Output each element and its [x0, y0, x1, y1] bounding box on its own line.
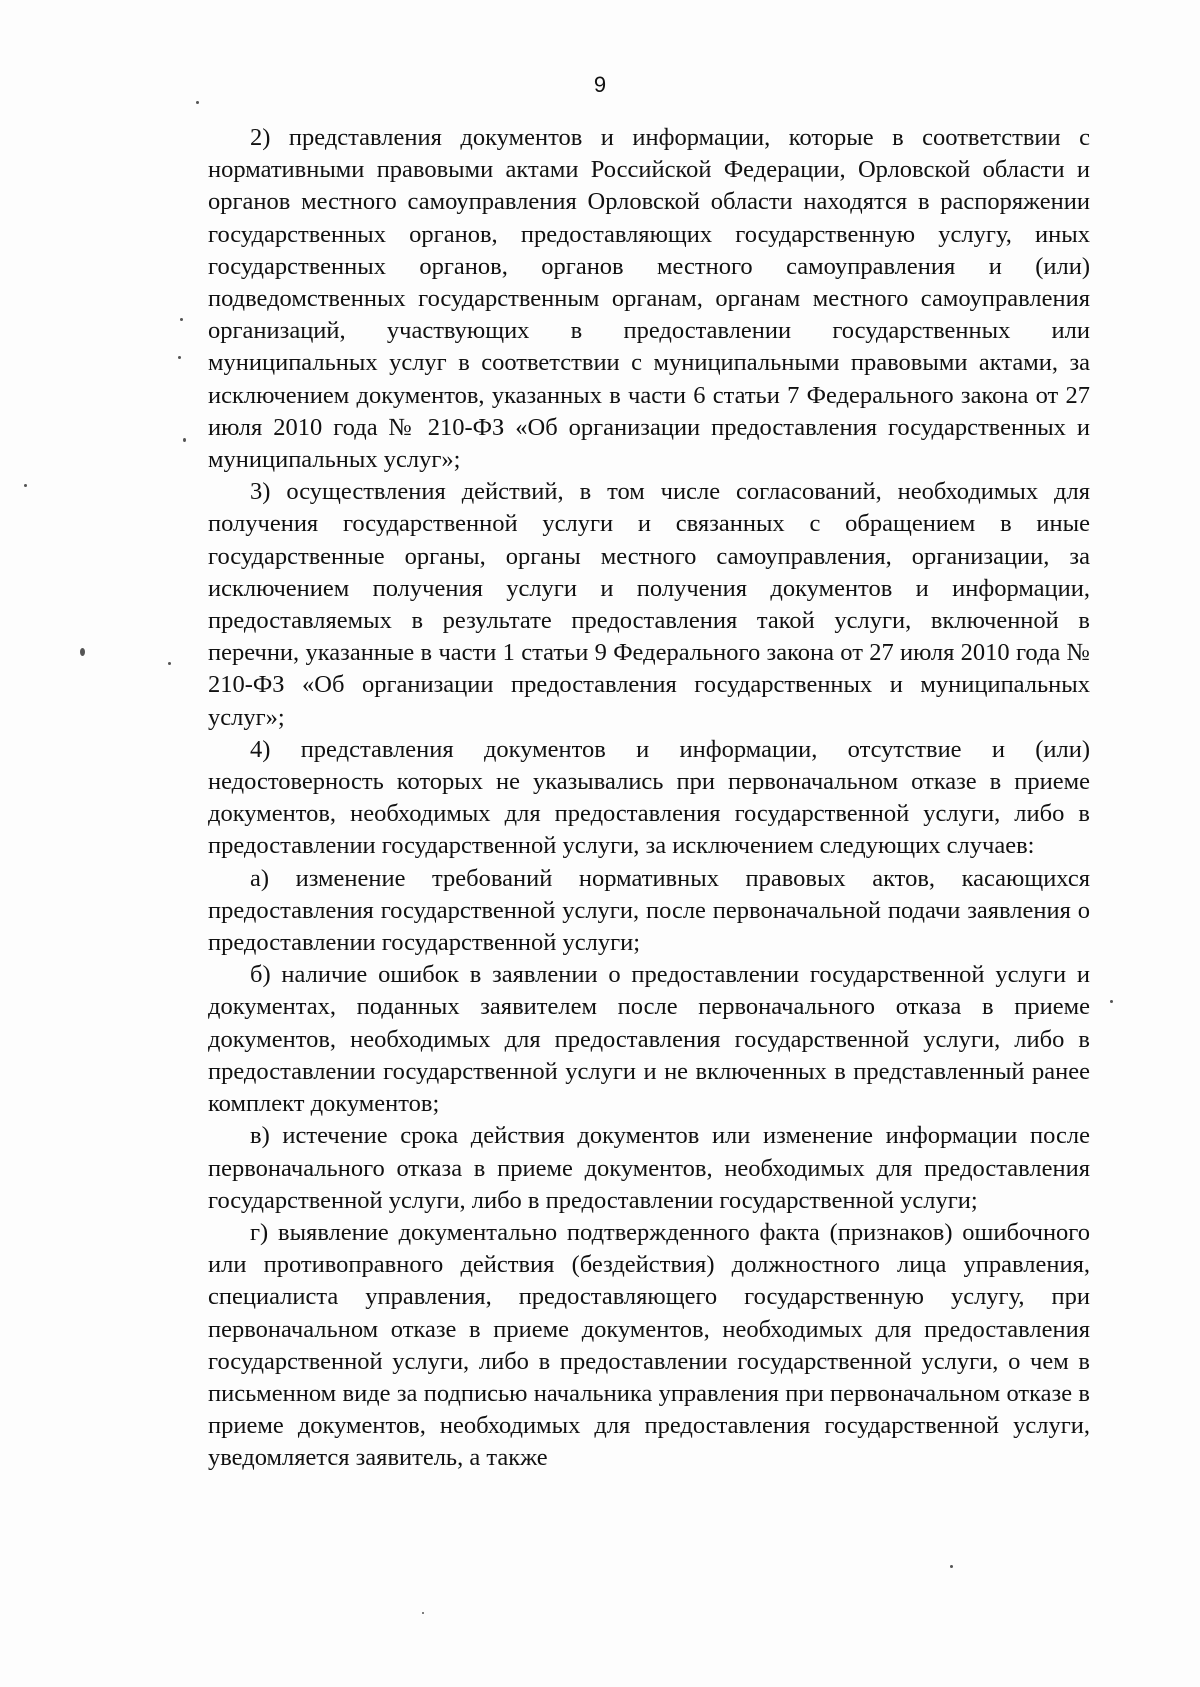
scan-speck	[168, 662, 171, 665]
scan-speck	[80, 648, 85, 656]
scan-speck	[24, 484, 27, 487]
scan-speck	[1110, 1000, 1113, 1003]
paragraph-subitem-v: в) истечение срока действия документов или изменение информации после первоначального отказа в приеме документов, необходимых для предоставления государственной услуги, либо в предоставлении государственной услуги;	[208, 1122, 1090, 1214]
page-number: 9	[593, 72, 607, 97]
scan-speck	[422, 1612, 424, 1614]
paragraph-subitem-a: а) изменение требований нормативных правовых актов, касающихся предоставления государственной услуги, после первоначальной подачи заявления о предоставлении государственной услуги;	[208, 864, 1090, 957]
paragraph-item-3: 3) осуществления действий, в том числе согласований, необходимых для получения государственной услуги и связанных с обращением в иные государственные органы, органы местного самоуправления, организации, за исключением получения услуги и получения документов и информации, предоставляемых в результате предоставления такой услуги, включенной в перечни, указанные в части 1 статьи 9 Федерального закона от 27 июля 2010 года № 210-ФЗ «Об организации предоставления государственных и муниципальных услуг»;	[208, 478, 1090, 731]
paragraph-item-2: 2) представления документов и информации, которые в соответствии с нормативными правовыми актами Российской Федерации, Орловской области и органов местного самоуправления Орловской области находятся в распоряжении государственных органов, предоставляющих государственную услугу, иных государственных органов, органов местного самоуправления и (или) подведомственных государственным органам, органам местного самоуправления организаций, участвующих в предоставлении государственных или муниципальных услуг в соответствии с муниципальными правовыми актами, за исключением документов, указанных в части 6 статьи 7 Федерального закона от 27 июля 2010 года № 210-ФЗ «Об организации предоставления государственных и муниципальных услуг»;	[208, 124, 1090, 474]
paragraph-subitem-g: г) выявление документально подтвержденного факта (признаков) ошибочного или противоправного действия (бездействия) должностного лица управления, специалиста управления, предоставляющего государственную услугу, при первоначальном отказе в приеме документов, необходимых для предоставления государственной услуги, либо в предоставлении государственной услуги, о чем в письменном виде за подписью начальника управления при первоначальном отказе в приеме документов, необходимых для предоставления государственной услуги, уведомляется заявитель, а также	[208, 1218, 1090, 1472]
scan-speck	[183, 438, 186, 442]
scan-speck	[180, 318, 183, 321]
document-body	[208, 122, 1090, 1475]
scan-speck	[950, 1565, 953, 1568]
paragraph-item-4: 4) представления документов и информации, отсутствие и (или) недостоверность которых не указывались при первоначальном отказе в приеме документов, необходимых для предоставления государственной услуги, либо в предоставлении государственной услуги, за исключением следующих случаев:	[208, 735, 1090, 860]
scan-speck	[196, 101, 199, 104]
scan-speck	[178, 356, 181, 359]
paragraph-subitem-b: б) наличие ошибок в заявлении о предоставлении государственной услуги и документах, поданных заявителем после первоначального отказа в приеме документов, необходимых для предоставления государственной услуги, либо в предоставлении государственной услуги и не включенных в представленный ранее комплект документов;	[208, 961, 1090, 1118]
